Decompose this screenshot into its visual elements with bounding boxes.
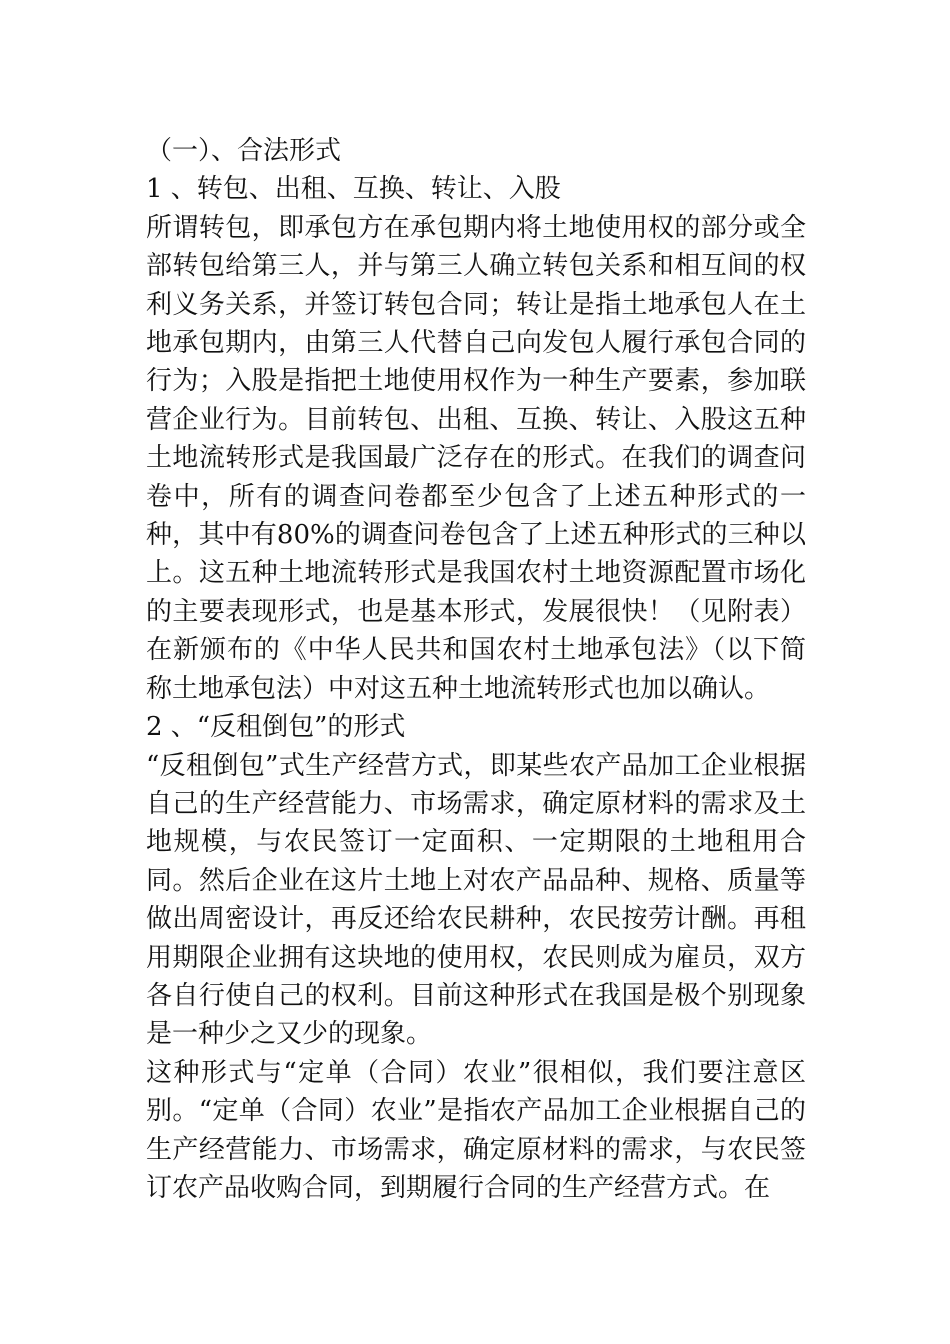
subheading-reverse-lease: 2 、“反租倒包”的形式 xyxy=(146,712,406,743)
section-heading: （一）、合法形式 xyxy=(146,136,342,166)
document-body xyxy=(146,132,806,1207)
paragraph-reverse-lease: “反租倒包”式生产经营方式，即某些农产品加工企业根据自己的生产经营能力、市场需求，确定原材料的需求及土地规模，与农民签订一定面积、一定期限的土地租用合同。然后企业在这片土地上对农产品品种、规格、质量等做出周密设计，再反还给农民耕种，农民按劳计酬。再租用期限企业拥有这块地的使用权，农民则成为雇员，双方各自行使自己的权利。目前这种形式在我国是极个别现象是一种少之又少的现象。 xyxy=(146,750,806,1050)
subheading-transfer-forms: 1 、转包、出租、互换、转让、入股 xyxy=(146,174,561,205)
paragraph-transfer-forms: 所谓转包，即承包方在承包期内将土地使用权的部分或全部转包给第三人，并与第三人确立转包关系和相互间的权利义务关系，并签订转包合同；转让是指土地承包人在土地承包期内，由第三人代替自己向发包人履行承包合同的行为；入股是指把土地使用权作为一种生产要素，参加联营企业行为。目前转包、出租、互换、转让、入股这五种土地流转形式是我国最广泛存在的形式。在我们的调查问卷中，所有的调查问卷都至少包含了上述五种形式的一种，其中有80%的调查问卷包含了上述五种形式的三种以上。这五种土地流转形式是我国农村土地资源配置市场化的主要表现形式，也是基本形式，发展很快！（见附表）在新颁布的《中华人民共和国农村土地承包法》（以下简称土地承包法）中对这五种土地流转形式也加以确认。 xyxy=(146,212,806,704)
paragraph-order-agriculture: 这种形式与“定单（合同）农业”很相似，我们要注意区别。“定单（合同）农业”是指农产品加工企业根据自己的生产经营能力、市场需求，确定原材料的需求，与农民签订农产品收购合同，到期履行合同的生产经营方式。在 xyxy=(146,1057,806,1203)
